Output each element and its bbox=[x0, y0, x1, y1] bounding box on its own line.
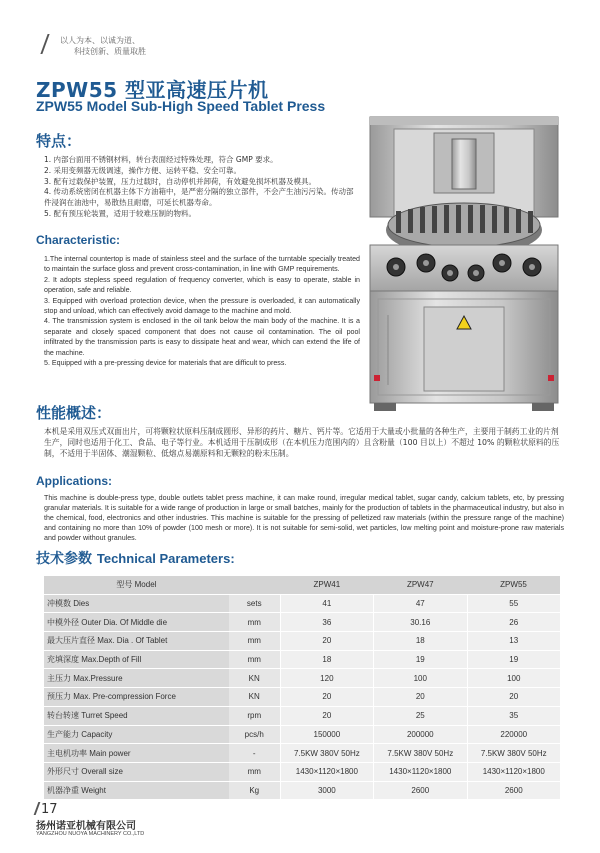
spec-value: 100 bbox=[374, 669, 467, 688]
characteristic-item: 1.The internal countertop is made of stainless steel and the surface of the turntable specially treated to maintain the surface gloss and prevent cross-contamination, in line with GMP requirements. bbox=[44, 255, 360, 274]
spec-value: 150000 bbox=[280, 725, 373, 744]
spec-value: 100 bbox=[467, 669, 560, 688]
spec-name: 预压力 Max. Pre-compression Force bbox=[44, 688, 229, 707]
spec-value: 13 bbox=[467, 632, 560, 651]
spec-value: 19 bbox=[467, 650, 560, 669]
spec-name: 主电机功率 Main power bbox=[44, 744, 229, 763]
spec-value: 120 bbox=[280, 669, 373, 688]
tablet-press-machine-image bbox=[364, 115, 564, 415]
spec-value: 1430×1120×1800 bbox=[280, 762, 373, 781]
spec-table bbox=[44, 576, 560, 800]
characteristic-item: 2. It adopts stepless speed regulation of frequency converter, which is easy to operate, stable in operation, safe and reliable. bbox=[44, 275, 360, 295]
spec-value: 47 bbox=[374, 594, 467, 613]
slogan-line-2: 科技创新、质量取胜 bbox=[74, 47, 146, 56]
spec-value: 200000 bbox=[374, 725, 467, 744]
features-list bbox=[44, 155, 356, 220]
feature-item: 4. 传动系统密闭在机器主体下方油箱中，是严密分隔的独立部件，不会产生油污污染。传动部件浸润在油池中，易散热且耐磨，可延长机器寿命。 bbox=[44, 187, 354, 208]
spec-row bbox=[44, 688, 560, 707]
spec-value: 20 bbox=[374, 688, 467, 707]
features-heading: 特点： bbox=[36, 132, 82, 150]
product-title-en: ZPW55 Model Sub-High Speed Tablet Press bbox=[36, 98, 326, 114]
spec-row bbox=[44, 594, 560, 613]
col-unit bbox=[229, 576, 280, 594]
spec-row bbox=[44, 706, 560, 725]
spec-value: 36 bbox=[280, 613, 373, 632]
characteristic-item: 3. Equipped with overload protection device, when the pressure is overloaded, it can automatically stop and unload, which can effectively avoid damage to the machine and mold. bbox=[44, 296, 360, 316]
spec-value: 7.5KW 380V 50Hz bbox=[374, 744, 467, 763]
characteristic-list bbox=[44, 254, 360, 368]
spec-unit: KN bbox=[229, 688, 280, 707]
spec-unit: - bbox=[229, 744, 280, 763]
spec-name: 生产能力 Capacity bbox=[44, 725, 229, 744]
spec-name: 充填深度 Max.Depth of Fill bbox=[44, 650, 229, 669]
spec-value: 220000 bbox=[467, 725, 560, 744]
spec-value: 3000 bbox=[280, 781, 373, 800]
performance-text: 本机是采用双压式双面出片，可将颗粒状原料压制成圆形、异形的药片、糖片、钙片等。它适用于大量或小批量的各种生产，主要用于制药工业的片剂生产，同时也适用于化工、食品、电子等行业。本机适用于压制成形（在本机压力范围内的）且含粉量（100 目以上）不超过 10% 的颗粒状原料的压制，不适用于半固体、潮湿颗粒、低熔点易潮原料和无颗粒的粉末压制。 bbox=[44, 427, 560, 459]
spec-unit: rpm bbox=[229, 706, 280, 725]
spec-value: 20 bbox=[280, 706, 373, 725]
characteristic-item: 5. Equipped with a pre-pressing device for materials that are difficult to press. bbox=[44, 359, 287, 368]
spec-value: 7.5KW 380V 50Hz bbox=[467, 744, 560, 763]
spec-unit: Kg bbox=[229, 781, 280, 800]
spec-name: 转台转速 Turret Speed bbox=[44, 706, 229, 725]
spec-value: 55 bbox=[467, 594, 560, 613]
spec-row bbox=[44, 613, 560, 632]
feature-item: 1. 内部台面用不锈钢材料，转台表面经过特殊处理，符合 GMP 要求。 bbox=[44, 155, 278, 164]
spec-value: 1430×1120×1800 bbox=[467, 762, 560, 781]
tech-heading-cn: 技术参数 bbox=[36, 551, 92, 567]
spec-table-header bbox=[44, 576, 560, 594]
page-number-text: 17 bbox=[41, 802, 58, 817]
spec-value: 35 bbox=[467, 706, 560, 725]
col-zpw41: ZPW41 bbox=[280, 576, 373, 594]
spec-name: 外形尺寸 Overall size bbox=[44, 762, 229, 781]
spec-value: 20 bbox=[467, 688, 560, 707]
slogan bbox=[60, 35, 146, 57]
slogan-line-1: 以人为本、以诚为道、 bbox=[60, 36, 140, 45]
spec-value: 18 bbox=[280, 650, 373, 669]
product-title-cn: ZPW55 型亚高速压片机 bbox=[36, 78, 269, 102]
spec-unit: pcs/h bbox=[229, 725, 280, 744]
col-zpw55: ZPW55 bbox=[467, 576, 560, 594]
spec-row bbox=[44, 669, 560, 688]
performance-heading: 性能概述： bbox=[36, 404, 112, 422]
spec-unit: sets bbox=[229, 594, 280, 613]
spec-value: 41 bbox=[280, 594, 373, 613]
spec-row bbox=[44, 781, 560, 800]
spec-value: 30.16 bbox=[374, 613, 467, 632]
spec-value: 20 bbox=[280, 632, 373, 651]
feature-item: 5. 配有预压轮装置，适用于较难压制的物料。 bbox=[44, 208, 197, 218]
spec-unit: mm bbox=[229, 632, 280, 651]
spec-value: 18 bbox=[374, 632, 467, 651]
spec-row bbox=[44, 632, 560, 651]
feature-item: 2. 采用变频器无级调速，操作方便、运转平稳、安全可靠。 bbox=[44, 165, 242, 175]
spec-row bbox=[44, 762, 560, 781]
characteristic-heading: Characteristic: bbox=[36, 233, 121, 247]
spec-unit: mm bbox=[229, 613, 280, 632]
spec-name: 中模外径 Outer Dia. Of Middle die bbox=[44, 613, 229, 632]
spec-value: 2600 bbox=[467, 781, 560, 800]
spec-row bbox=[44, 650, 560, 669]
spec-value: 26 bbox=[467, 613, 560, 632]
spec-unit: mm bbox=[229, 762, 280, 781]
spec-unit: KN bbox=[229, 669, 280, 688]
spec-name: 机器净重 Weight bbox=[44, 781, 229, 800]
characteristic-item: 4. The transmission system is enclosed in the oil tank below the main body of the machine. It is a separate and closely spaced component that does not cause oil contamination. The oil pool infiltrated by the transmission parts is easy to dissipate heat and wear, which can extend the life of the machine. bbox=[44, 317, 360, 357]
spec-value: 7.5KW 380V 50Hz bbox=[280, 744, 373, 763]
col-zpw47: ZPW47 bbox=[374, 576, 467, 594]
spec-value: 1430×1120×1800 bbox=[374, 762, 467, 781]
tech-heading-en: Technical Parameters: bbox=[96, 551, 235, 566]
spec-value: 20 bbox=[280, 688, 373, 707]
spec-name: 冲模数 Dies bbox=[44, 594, 229, 613]
applications-heading: Applications: bbox=[36, 474, 113, 488]
spec-row bbox=[44, 744, 560, 763]
spec-value: 25 bbox=[374, 706, 467, 725]
applications-text: This machine is double-press type, double outlets tablet press machine, it can make round, irregular medical tablet, sugar candy, calcium tablets, etc, by pressing granular materials. It is suitable for a wide range of production in large or small batches, mainly for the production of tablets in the pharmaceutical industry, but also in the chemical, food, electronics and other industries. This machine is suitable for the pressing of pelletized raw materials (within the pressure range of the machine) and containing no more than 10% of powder (100 mesh or more). It is not suitable for semi-solid, wet particles, low melting point and moisture-prone raw materials and powder without granules. bbox=[44, 494, 564, 542]
spec-value: 2600 bbox=[374, 781, 467, 800]
company-name-cn: 扬州诺亚机械有限公司 bbox=[36, 821, 136, 832]
tech-params-heading bbox=[36, 548, 235, 568]
spec-name: 最大压片直径 Max. Dia . Of Tablet bbox=[44, 632, 229, 651]
col-model: 型号 Model bbox=[44, 576, 229, 594]
page-slash-mark bbox=[34, 802, 41, 815]
spec-name: 主压力 Max.Pressure bbox=[44, 669, 229, 688]
header-slash-mark bbox=[40, 34, 49, 54]
company-name-en: YANGZHOU NUOYA MACHINERY CO.,LTD bbox=[36, 831, 145, 837]
page-number bbox=[36, 802, 58, 817]
spec-unit: mm bbox=[229, 650, 280, 669]
spec-row bbox=[44, 725, 560, 744]
spec-value: 19 bbox=[374, 650, 467, 669]
feature-item: 3. 配有过载保护装置，压力过载时，自动停机并卸荷，有效避免损坏机器及模具。 bbox=[44, 176, 317, 186]
